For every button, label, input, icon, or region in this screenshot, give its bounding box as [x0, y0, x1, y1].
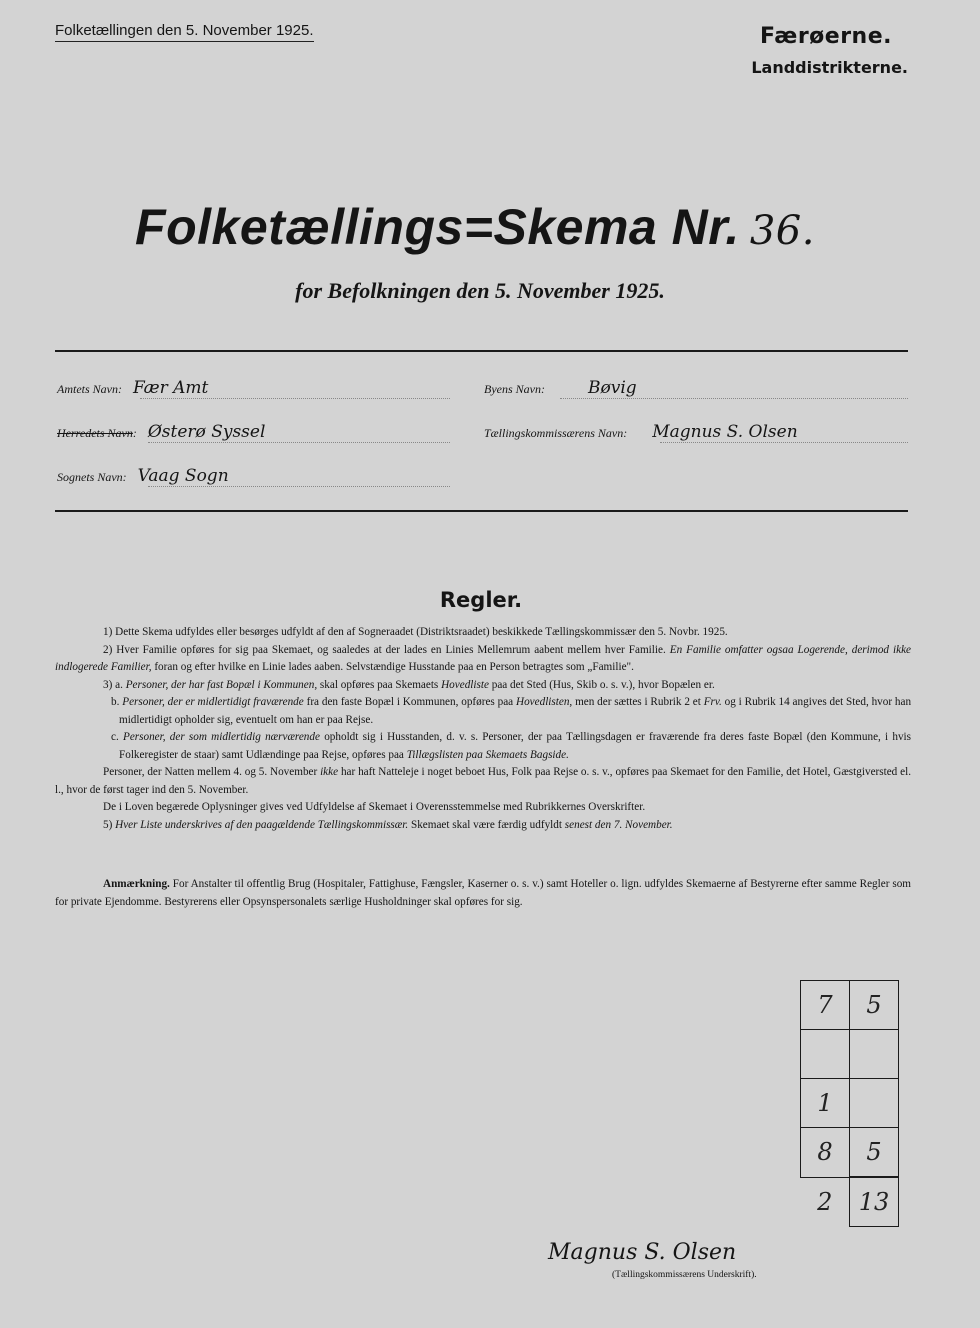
form-subtitle: for Befolkningen den 5. November 1925. — [295, 278, 665, 303]
sogn-label: Sognets Navn: — [57, 470, 127, 484]
sogn-dotline — [148, 486, 450, 487]
amt-label: Amtets Navn: — [57, 382, 122, 396]
herred-field — [57, 422, 265, 442]
rule-4: Personer, der Natten mellem 4. og 5. November ikke har haft Natteleje i noget beboet Hus, Folk paa Rejse o. s. v., opføres paa Skemaet for den Familie, det Hotel, Gæstgiversted el. l., hvor de først tager ind den 5. November. — [55, 766, 911, 796]
annotation-note — [55, 876, 911, 911]
rules-text — [55, 624, 911, 834]
tally-cell: 5 — [850, 1128, 899, 1178]
tally-cell — [850, 1079, 899, 1128]
rule-6: 5) Hver Liste underskrives af den paagældende Tællingskommissær. Skemaet skal være færdig udfyldt senest den 7. November. — [103, 818, 673, 831]
rule-1: 1) Dette Skema udfyldes eller besørges udfyldt af den af Sogneraadet (Distriktsraadet) beskikkede Tællingskommissær den 5. Novbr. 1925. — [103, 626, 728, 638]
form-header-date: Folketællingen den 5. November 1925. — [55, 22, 314, 42]
region-subtitle: Landdistrikterne. — [751, 58, 908, 77]
bottom-divider — [55, 510, 908, 512]
tally-row — [801, 1128, 899, 1178]
tally-cell: 7 — [801, 981, 850, 1030]
tally-grid — [800, 980, 899, 1227]
tally-row — [801, 981, 899, 1030]
by-label: Byens Navn: — [484, 382, 545, 396]
tally-cell: 8 — [801, 1128, 850, 1178]
kommissaer-field — [484, 422, 798, 442]
form-title — [0, 198, 950, 256]
by-value: Bøvig — [587, 378, 637, 398]
herred-dotline — [148, 442, 450, 443]
sogn-value: Vaag Sogn — [137, 466, 229, 486]
annotation-text: For Anstalter til offentlig Brug (Hospitaler, Fattighuse, Fængsler, Kaserner o. s. v.) samt Hoteller o. lign. udfyldes Skemaerne af Bestyrerne efter samme Regler som for private Ejendomme. Bestyrerens eller Opsynspersonalets særlige Husholdninger skal opføres for sig. — [55, 878, 911, 908]
kommissaer-value: Magnus S. Olsen — [652, 422, 798, 442]
tally-row — [801, 1030, 899, 1079]
by-dotline — [560, 398, 908, 399]
rule-3a: 3) a. Personer, der har fast Bopæl i Kommunen, skal opføres paa Skemaets Hovedliste paa det Sted (Hus, Skib o. s. v.), hvor Bopælen er. — [103, 678, 715, 691]
tally-cell: 2 — [817, 1188, 833, 1216]
herred-value: Østerø Syssel — [147, 422, 266, 442]
commissioner-signature: Magnus S. Olsen — [548, 1240, 737, 1265]
amt-dotline — [140, 398, 450, 399]
by-field — [484, 378, 637, 398]
herred-label-colon: : — [132, 426, 137, 440]
sogn-field — [57, 466, 229, 486]
tally-row-total — [801, 1177, 899, 1227]
region-title: Færøerne. — [760, 24, 892, 49]
amt-field — [57, 378, 208, 398]
signature-caption: (Tællingskommissærens Underskrift). — [612, 1270, 757, 1280]
rules-heading: Regler. — [439, 588, 523, 612]
rule-3c: c. Personer, der som midlertidig nærværende opholdt sig i Husstanden, d. v. s. Personer, der paa Tællingsdagen er fraværende fra deres faste Bopæl (den Kommune, i hvis Folkeregister de staar) samt Udlændinge paa Rejse, opføres paa Tillægslisten paa Skemaets Bagside. — [111, 731, 912, 761]
tally-row — [801, 1079, 899, 1128]
rule-2: 2) Hver Familie opføres for sig paa Skemaet, og saaledes at der lades en Linies Mellemrum aabent mellem hver Familie. En Familie omfatter ogsaa Logerende, derimod ikke indlogerede Familier, foran og efter hvilke en Linie lades aaben. Selvstændige Husstande paa en Person betragtes som „Familie". — [55, 643, 912, 673]
amt-value: Fær Amt — [133, 378, 209, 398]
form-number-handwritten: 36. — [749, 208, 815, 254]
kommissaer-dotline — [660, 442, 908, 443]
tally-cell: 13 — [850, 1177, 899, 1227]
rule-3b: b. Personer, der er midlertidigt fraværende fra den faste Bopæl i Kommunen, opføres paa Hovedlisten, men der sættes i Rubrik 2 et Frv. og i Rubrik 14 angives det Sted, hvor han midlertidigt opholder sig, eventuelt om han er paa Rejse. — [111, 696, 912, 726]
kommissaer-label: Tællingskommissærens Navn: — [484, 426, 628, 440]
tally-cell — [801, 1030, 850, 1079]
top-divider — [55, 350, 908, 352]
tally-cell: 5 — [850, 981, 899, 1030]
herred-label-struck: Herredets Navn — [57, 426, 133, 440]
tally-cell: 1 — [801, 1079, 850, 1128]
tally-cell — [850, 1030, 899, 1079]
rule-5: De i Loven begærede Oplysninger gives ved Udfyldelse af Skemaet i Overensstemmelse med Rubrikkernes Overskrifter. — [103, 801, 646, 813]
annotation-label: Anmærkning. — [103, 878, 170, 890]
form-title-text: Folketællings=Skema Nr. — [135, 199, 740, 255]
